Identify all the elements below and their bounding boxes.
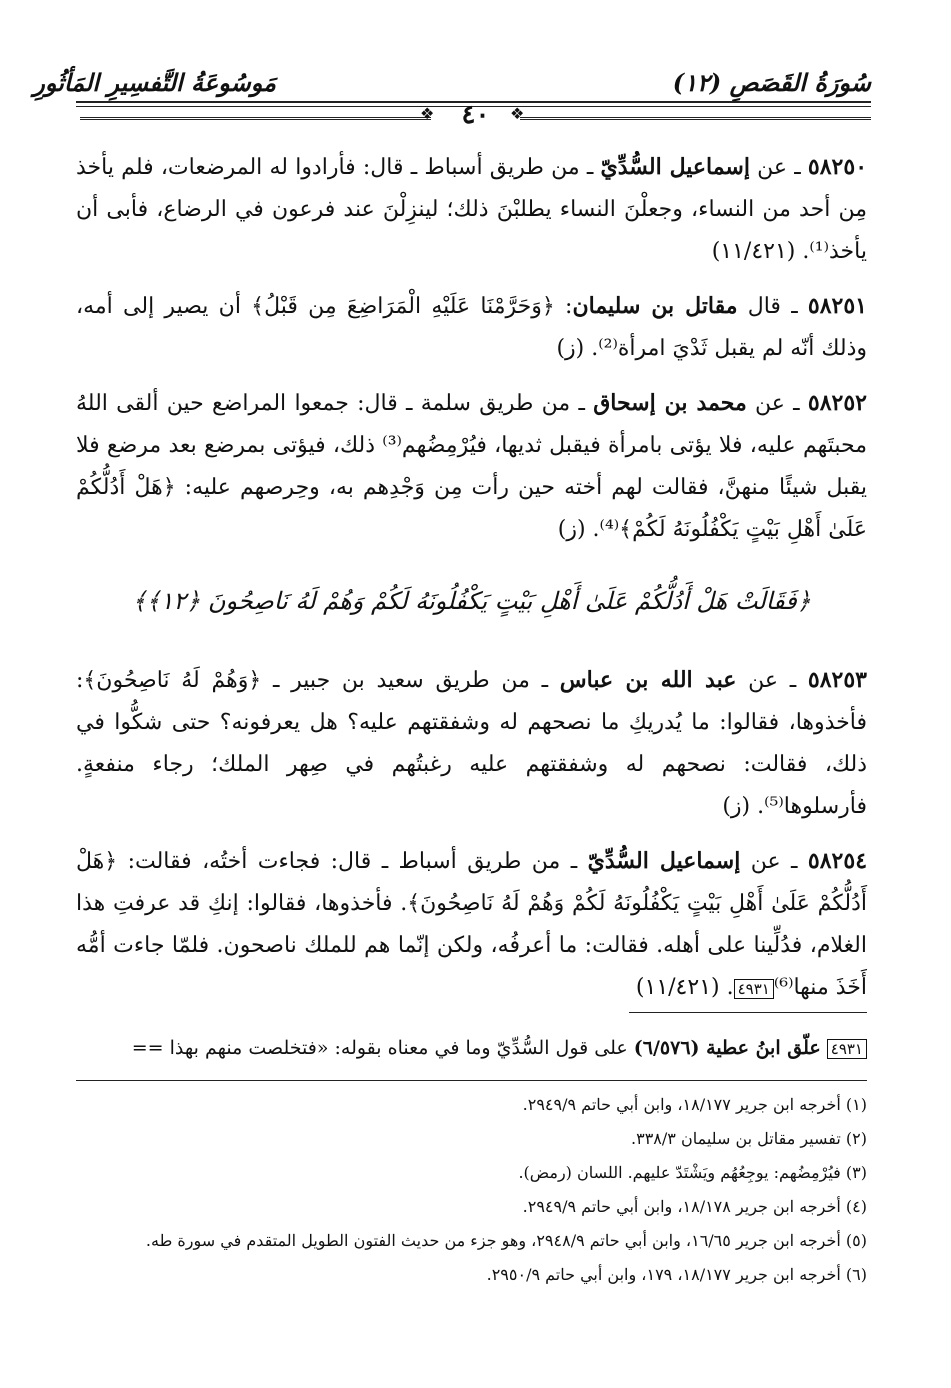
entry-text: ـ من طريق سلمة ـ قال: جمعوا المراضع حين ألقى اللهُ محبتَهم عليه، فلا يؤتى بامرأة فيقبل ثديها، فيُرْمِضُهم⁽³⁾ ذلك، فيؤتى بمرضع بعد مرضع فلا يقبل شيئًا منهنَّ، فقالت لهم أخته حين رأت مِن وَجْدِهم به، وحِرصهم عليه: ﴿هَلْ أَدُلُّكُمْ عَلَىٰ أَهْلِ بَيْتٍ يَكْفُلُونَهُ لَكُمْ﴾⁽⁴⁾. (ز) (76, 391, 867, 542)
entry-prefix: ـ عن (740, 849, 808, 874)
footnote: (٦) أخرجه ابن جرير ١٨/١٧٧، ١٧٩، وابن أبي حاتم ٢٩٥٠/٩. (486, 1265, 867, 1284)
entry-text: ـ من طريق سعيد بن جبير ـ ﴿وَهُمْ لَهُ نَاصِحُونَ﴾: فأخذوها، فقالوا: ما يُدريكِ ما نصحهم له وشفقتهم عليه؟ هل يعرفونه؟ حتى شكُّوا في ذلك، فقالت: نصحهم له وشفقتهم عليه رغبتُهم في صِهر الملك؛ رجاء منفعةٍ. فأرسلوها⁽⁵⁾. (ز) (76, 668, 867, 819)
footnote: (٣) فيُرْمِضُهم: يوجِعُهُم ويَشْتَدّ عليهم. اللسان (رمض). (518, 1163, 867, 1182)
entry-58254 (76, 840, 867, 1010)
entry-58251 (76, 285, 867, 370)
entry-number: ٥٨٢٥٠ (807, 154, 868, 180)
entry-number: ٥٨٢٥١ (807, 293, 867, 319)
entry-text-end: . (١١/٤٢١) (635, 975, 734, 1000)
entry-58252 (76, 382, 867, 551)
narrator-name: إسماعيل السُّدِّيّ (600, 154, 750, 180)
entry-text: : ﴿وَحَرَّمْنَا عَلَيْهِ الْمَرَاضِعَ مِن قَبْلُ﴾ أن يصير إلى أمه، وذلك أنّه لم يقبل ثَدْيَ امرأة⁽²⁾. (ز) (76, 294, 867, 361)
entry-58253 (76, 659, 867, 828)
footnote: (٥) أخرجه ابن جرير ١٦/٦٥، وابن أبي حاتم ٢٩٤٨/٩، وهو جزء من حديث الفتون الطويل المتقدم في سورة طه. (145, 1231, 867, 1250)
entry-number: ٥٨٢٥٣ (807, 667, 867, 693)
narrator-name: محمد بن إسحاق (593, 390, 747, 416)
entry-number: ٥٨٢٥٤ (807, 848, 868, 874)
commentary-text: على قول السُّدِّيّ وما في معناه بقوله: «فتخلصت منهم بهذا == (131, 1037, 634, 1059)
entry-58250 (76, 146, 867, 273)
cross-ref-box: ٤٩٣١ (734, 979, 774, 999)
page-number-wrap (0, 98, 951, 132)
footnote: (١) أخرجه ابن جرير ١٨/١٧٧، وابن أبي حاتم ٢٩٤٩/٩. (522, 1095, 867, 1114)
ornament-icon-right: ❖ (510, 104, 525, 123)
commentary-author: علّق ابنُ عطية (٦/٥٧٦) (633, 1037, 821, 1059)
entry-text: ـ من طريق أسباط ـ قال: فأرادوا له المرضعات، فلم يأخذ مِن أحد من النساء، وجعلْنَ النساء يطلبْنَ ذلك؛ لينزِلْنَ عند فرعون في الرضاع، فأبى أن يأخذ⁽¹⁾. (١١/٤٢١) (76, 155, 867, 264)
quran-verse: ﴿فَقَالَتْ هَلْ أَدُلُّكُمْ عَلَىٰ أَهْلِ بَيْتٍ يَكْفُلُونَهُ لَكُمْ وَهُمْ لَهُ نَاصِحُونَ ﴿١٢﴾﴾ (132, 587, 811, 615)
commentary-note (50, 1028, 867, 1069)
narrator-name: مقاتل بن سليمان (572, 293, 738, 319)
entry-prefix: ـ قال (737, 294, 808, 319)
page-number: ٤٠ (461, 100, 490, 130)
footnotes-separator (76, 1080, 867, 1081)
commentary-ref-box: ٤٩٣١ (827, 1039, 867, 1059)
footnote: (٢) تفسير مقاتل بن سليمان ٣٣٨/٣. (631, 1129, 867, 1148)
footnotes (60, 1088, 867, 1292)
entry-prefix: ـ عن (736, 668, 808, 693)
entry-number: ٥٨٢٥٢ (807, 390, 867, 416)
footnote: (٤) أخرجه ابن جرير ١٨/١٧٨، وابن أبي حاتم ٢٩٤٩/٩. (522, 1197, 867, 1216)
main-text (76, 146, 867, 1010)
narrator-name: إسماعيل السُّدِّيّ (587, 848, 741, 874)
book-title: مَوسُوعَةُ التَّفسِيرِ المَأثُورِ (33, 68, 276, 97)
commentary-separator (629, 1012, 867, 1013)
narrator-name: عبد الله بن عباس (559, 667, 737, 693)
surah-title: سُورَةُ القَصَصِ (١٢) (672, 68, 871, 97)
entry-prefix: ـ عن (746, 391, 808, 416)
entry-text: ـ من طريق أسباط ـ قال: فجاءت أختُه، فقالت: ﴿هَلْ أَدُلُّكُمْ عَلَىٰ أَهْلِ بَيْتٍ يَكْفُلُونَهُ لَكُمْ وَهُمْ لَهُ نَاصِحُونَ﴾. فأخذوها، فقالوا: إنكِ قد عرفتِ هذا الغلام، فدُلِّينا على أهله. فقالت: ما أعرفُه، ولكن إنّما هم للملك ناصحون. فلمّا جاءت أمُّه أَخَذَ منها⁽⁶⁾ (76, 849, 867, 1000)
entry-prefix: ـ عن (749, 155, 808, 180)
ornament-icon-left: ❖ (420, 104, 435, 123)
